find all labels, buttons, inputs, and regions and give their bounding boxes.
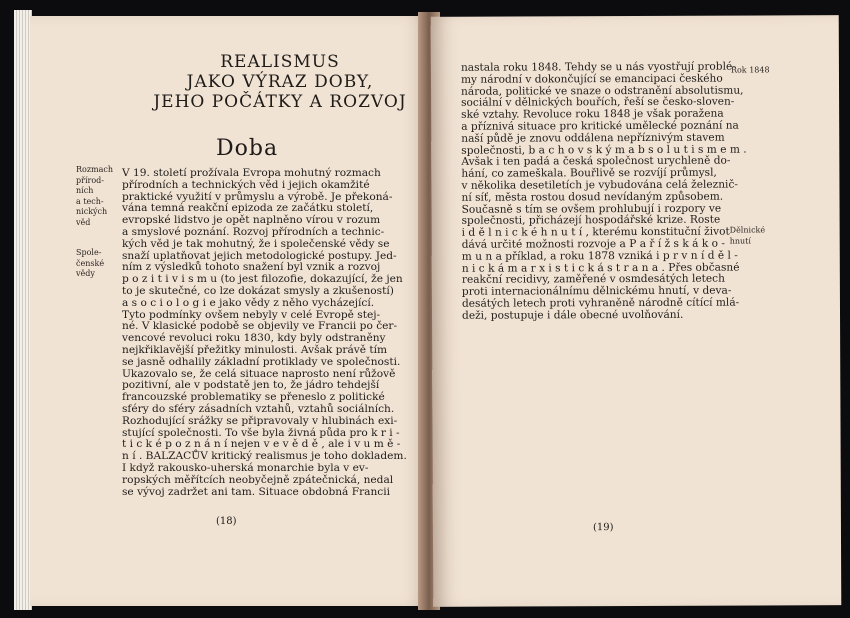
text-line: naší půdě je znovu oddálena nepříznivým stavem xyxy=(461,131,725,145)
open-book xyxy=(14,6,844,612)
chapter-title-line: JEHO POČÁTKY A ROZVOJ xyxy=(153,92,407,112)
text-line: hání, co zameškala. Bouřlivě se rozvíjí průmysl, xyxy=(461,166,717,180)
margin-note-line: ních xyxy=(76,186,94,195)
left-body-text xyxy=(122,168,407,498)
text-line: reakční recidivy, zaměřené v osmdesátých letech xyxy=(461,272,725,287)
text-line: národa, politické ve snaze o odstranění absolutismu, xyxy=(461,84,744,98)
margin-note-line: Dělnické xyxy=(729,225,766,235)
text-line: nejkřiklavější přežitky minulosti. Avšak právě tím xyxy=(122,343,388,356)
text-line: kých věd je tak mohutný, že i společenské vědy se xyxy=(122,237,390,250)
text-line: n i c k á m a r x i s t i c k á s t r a n a . Přes občasné xyxy=(461,261,740,275)
text-line: nastala roku 1848. Tehdy se u nás vyostřují problé- xyxy=(460,60,736,74)
text-line: ní síť, města rostou dosud nevídaným způsobem. xyxy=(461,190,724,204)
text-line: ním z výsledků tohoto snažení byl vznik a rozvoj xyxy=(122,261,381,274)
text-line: ské vztahy. Revoluce roku 1848 je však poražena xyxy=(461,107,724,121)
margin-note-line: čenské xyxy=(76,258,105,268)
text-line: Tyto podmínky ovšem nebyly v celé Evropě stej- xyxy=(122,308,381,321)
text-line: v několika desetiletích je vybudována celá železnič- xyxy=(461,178,738,192)
text-line: to je skutečné, co lze dokázat smysly a zkušeností) xyxy=(122,284,394,297)
text-line: a smyslové poznání. Rozvoj přírodních a technic- xyxy=(122,225,385,238)
text-line: stující společnosti. To vše byla živná půda pro k r i - xyxy=(122,426,400,439)
text-line: společnosti, b a c h o v s k ý m a b s o l u t i s m e m . xyxy=(461,143,747,157)
text-line: né. V klasické podobě se objevily ve Francii po čer- xyxy=(122,320,398,333)
chapter-title xyxy=(140,52,420,112)
text-line: t i c k é p o z n á n í nejen v e v ě d ě , ale i v u m ě - xyxy=(122,438,401,451)
text-line: praktické využití v průmyslu a výrobě. Je překoná- xyxy=(122,190,393,203)
text-line: dává určité možnosti rozvoje a P a ř í ž s k á k o - xyxy=(461,237,725,251)
margin-note-line: věd xyxy=(76,217,91,227)
page-number-right: (19) xyxy=(592,522,614,534)
text-line: se vývoj zadržet ani tam. Situace obdobná Francii xyxy=(122,485,391,498)
margin-note-line: přírod- xyxy=(76,175,104,185)
margin-note-line: Rok 1848 xyxy=(730,65,770,75)
text-line: desátých letech proti vyhraněně národně cítící mlá- xyxy=(461,296,740,310)
text-line: sociální v dělnických bouřích, řeší se česko-sloven- xyxy=(461,95,735,110)
text-line: Ukazovalo se, že celá situace naprosto není růžově xyxy=(122,367,396,380)
text-line: Rozhodující srážky se připravovaly v hlubinách exi- xyxy=(122,414,398,427)
margin-note-line: a tech- xyxy=(76,196,104,206)
text-line: evropské lidstvo je opět naplněno vírou v rozum xyxy=(122,214,381,227)
text-line: sféry do sféry zásadních vztahů, vztahů sociálních. xyxy=(122,402,395,415)
text-line: vána temná reakční epizoda ze začátku století, xyxy=(122,202,374,215)
text-line: n í . BALZACŮV kritický realismus je toho dokladem. xyxy=(122,450,407,463)
text-line: pozitivní, ale v podstatě jen to, že jádro tehdejší xyxy=(122,379,380,392)
text-line: francouzské problematiky se přeneslo z politické xyxy=(122,391,385,404)
chapter-title-line: REALISMUS xyxy=(220,52,340,72)
text-line: p o z i t i v i s m u (to jest filozofie, dokazující, že jen xyxy=(122,273,403,286)
text-line: Avšak i ten padá a česká společnost urychleně do- xyxy=(461,154,731,169)
section-title: Doba xyxy=(216,136,279,161)
margin-note-line: Rozmach xyxy=(76,165,114,174)
text-line: a s o c i o l o g i e jako vědy z něho vycházející. xyxy=(122,296,375,309)
text-line: V 19. století prožívala Evropa mohutný rozmach xyxy=(122,167,381,179)
text-line: vencové revoluci roku 1830, kdy byly odstraněny xyxy=(122,332,386,345)
right-body-text xyxy=(461,62,747,323)
margin-note-line: hnutí xyxy=(729,235,751,246)
text-line: ropských měřítcích neobyčejně zpátečnická, nedal xyxy=(122,473,394,486)
margin-note-rozmach xyxy=(76,165,113,228)
text-line: proti internacionálnímu dělnickému hnutí, v deva- xyxy=(461,284,732,298)
text-line: se jasně odhalily základní protiklady ve společnosti. xyxy=(122,355,401,368)
chapter-title-line: JAKO VÝRAZ DOBY, xyxy=(186,72,374,92)
text-line: snaží uplatňovat jejich metodologické postupy. Jed- xyxy=(122,249,397,262)
text-line: společnosti, přicházejí hospodářské krize. Roste xyxy=(461,213,721,228)
right-page xyxy=(431,15,842,607)
text-line: Současně s tím se ovšem prohlubují i rozpory ve xyxy=(461,202,722,216)
text-line: přírodních a technických věd i jejich okamžité xyxy=(122,178,370,191)
text-line: my národní v dokončující se emancipaci českého xyxy=(460,72,723,86)
text-line: m u n a příklad, a roku 1878 vzniká i p r v n í d ě l - xyxy=(461,249,738,263)
margin-note-spolecenske xyxy=(76,248,104,280)
text-line: i d ě l n i c k é h n u t í , kterému konstituční život xyxy=(461,225,730,239)
text-line: deži, postupuje i dále obecné uvolňování. xyxy=(461,308,684,322)
text-line: a příznivá situace pro kritické umělecké poznání na xyxy=(461,119,739,133)
page-number-left: (18) xyxy=(216,516,237,527)
text-line: I když rakousko-uherská monarchie byla v ev- xyxy=(122,461,369,474)
margin-note-line: Spole- xyxy=(76,248,102,257)
margin-note-line: nických xyxy=(76,207,108,216)
left-page xyxy=(30,16,430,606)
margin-note-line: vědy xyxy=(76,269,95,278)
